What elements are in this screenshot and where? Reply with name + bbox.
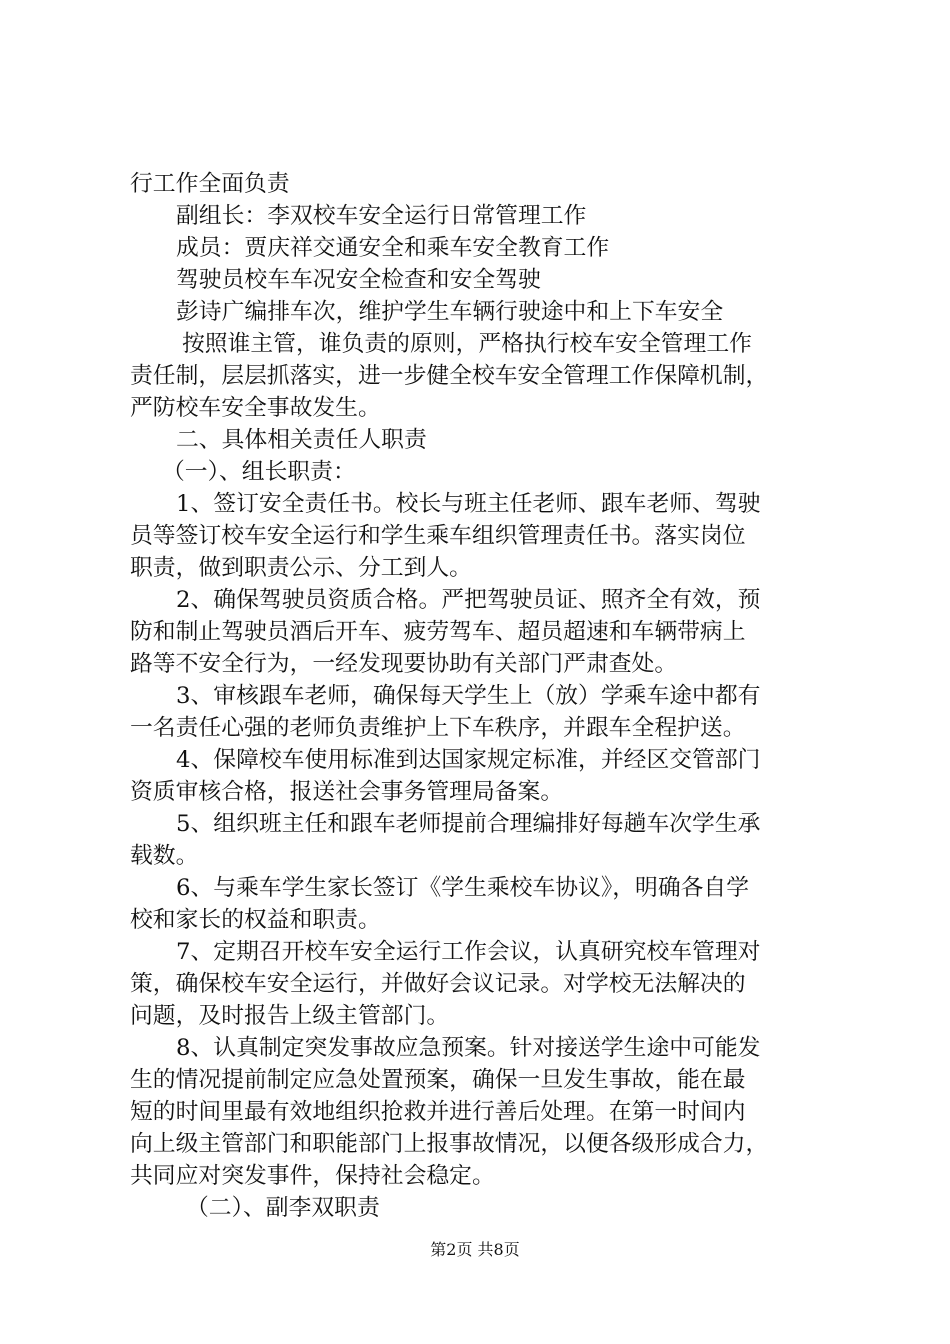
subsection-heading: （一）、组长职责： <box>162 459 356 485</box>
paragraph-line: 员等签订校车安全运行和学生乘车组织管理责任书。落实岗位 <box>130 523 746 549</box>
paragraph-line: 短的时间里最有效地组织抢救并进行善后处理。在第一时间内 <box>130 1099 746 1125</box>
section-heading: 二、具体相关责任人职责 <box>176 427 427 453</box>
paragraph-line: 生的情况提前制定应急处置预案，确保一旦发生事故，能在最 <box>130 1067 746 1093</box>
paragraph-line: 资质审核合格，报送社会事务管理局备案。 <box>130 779 564 805</box>
paragraph-line: 2、确保驾驶员资质合格。严把驾驶员证、照齐全有效，预 <box>176 587 761 613</box>
paragraph-line: 7、定期召开校车安全运行工作会议，认真研究校车管理对 <box>176 939 761 965</box>
page-number-label: 第2页 共8页 <box>430 1240 520 1259</box>
paragraph-line: 8、认真制定突发事故应急预案。针对接送学生途中可能发 <box>176 1035 761 1061</box>
text-line: 成员：贾庆祥交通安全和乘车安全教育工作 <box>176 235 610 261</box>
text-line: 彭诗广编排车次，维护学生车辆行驶途中和上下车安全 <box>176 299 724 325</box>
paragraph-line: 职责，做到职责公示、分工到人。 <box>130 555 472 581</box>
paragraph-line: 路等不安全行为，一经发现要协助有关部门严肃查处。 <box>130 651 678 677</box>
paragraph-line: 责任制，层层抓落实，进一步健全校车安全管理工作保障机制， <box>130 363 769 389</box>
paragraph-line: 向上级主管部门和职能部门上报事故情况，以便各级形成合力， <box>130 1131 769 1157</box>
paragraph-line: 防和制止驾驶员酒后开车、疲劳驾车、超员超速和车辆带病上 <box>130 619 746 645</box>
paragraph-line: 6、与乘车学生家长签订《学生乘校车协议》，明确各自学 <box>176 875 750 901</box>
paragraph-line: 共同应对突发事件，保持社会稳定。 <box>130 1163 495 1189</box>
paragraph-line: 1、签订安全责任书。校长与班主任老师、跟车老师、驾驶 <box>176 491 761 517</box>
paragraph-line: 4、保障校车使用标准到达国家规定标准，并经区交管部门 <box>176 747 761 773</box>
text-line: 行工作全面负责 <box>130 171 290 197</box>
text-line: 副组长：李双校车安全运行日常管理工作 <box>176 203 587 229</box>
paragraph-line: 载数。 <box>130 843 199 869</box>
paragraph-line: 策，确保校车安全运行，并做好会议记录。对学校无法解决的 <box>130 971 746 997</box>
paragraph-line: 按照谁主管，谁负责的原则，严格执行校车安全管理工作 <box>182 331 752 357</box>
paragraph-line: 严防校车安全事故发生。 <box>130 395 381 421</box>
paragraph-line: 校和家长的权益和职责。 <box>130 907 381 933</box>
text-line: 驾驶员校车车况安全检查和安全驾驶 <box>176 267 541 293</box>
paragraph-line: 3、审核跟车老师，确保每天学生上（放）学乘车途中都有 <box>176 683 761 709</box>
paragraph-line: 问题，及时报告上级主管部门。 <box>130 1003 450 1029</box>
paragraph-line: 5、组织班主任和跟车老师提前合理编排好每趟车次学生承 <box>176 811 761 837</box>
page-footer <box>0 1240 950 1260</box>
subsection-heading: （二）、副李双职责 <box>186 1195 380 1221</box>
document-body <box>130 168 830 1224</box>
paragraph-line: 一名责任心强的老师负责维护上下车秩序，并跟车全程护送。 <box>130 715 746 741</box>
